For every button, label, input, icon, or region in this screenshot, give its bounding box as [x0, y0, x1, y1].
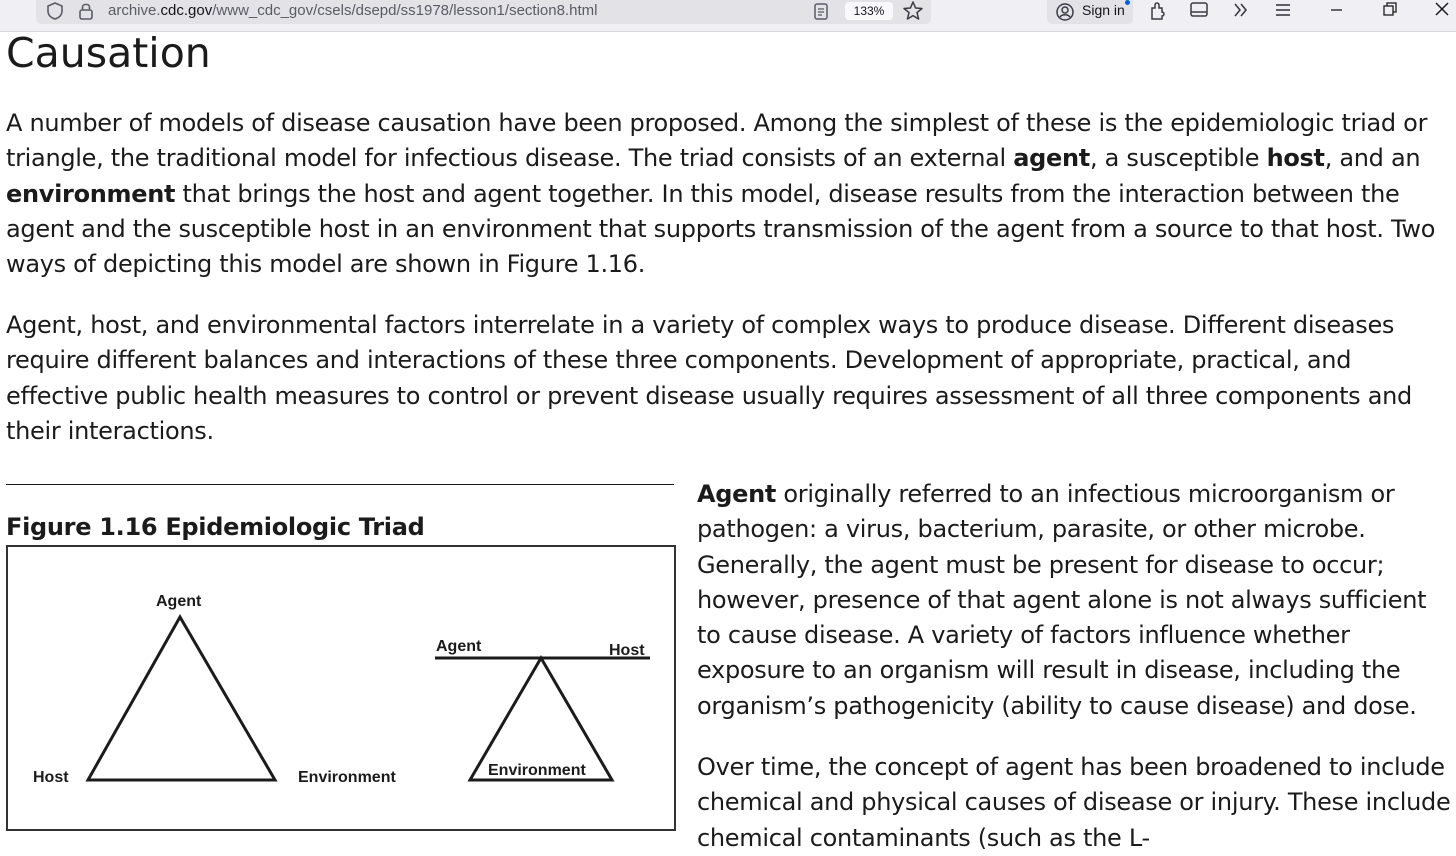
- address-bar[interactable]: [36, 0, 931, 24]
- browser-toolbar: [0, 0, 1456, 32]
- shield-icon[interactable]: [46, 1, 64, 25]
- triangle-shape: [88, 617, 275, 780]
- agent-definition-paragraph: Agent originally referred to an infectious microorganism or pathogen: a virus, bacterium, parasite, or other microbe. Generally, the agent must be present for disease to occur; however, presence of that agent alone is not always sufficient to cause disease. A variety of factors influence whether exposure to an organism will result in disease, including the organism’s pathogenicity (ability to cause disease) and dose.: [697, 480, 1427, 720]
- balance-host-label: Host: [609, 642, 645, 659]
- epidemiologic-triad-figure: [6, 545, 676, 831]
- bookmark-star-icon[interactable]: [902, 0, 924, 26]
- balance-agent-label: Agent: [436, 638, 482, 655]
- notification-dot: [1125, 0, 1130, 5]
- url-text[interactable]: archive.cdc.gov/www_cdc_gov/csels/dsepd/ss1978/lesson1/section8.html: [108, 2, 598, 19]
- triangle-agent-label: Agent: [156, 593, 202, 610]
- overflow-chevron-icon[interactable]: [1230, 0, 1252, 26]
- account-icon: [1055, 2, 1075, 25]
- agent-broadened-paragraph: Over time, the concept of agent has been broadened to include chemical and physical causes of disease or injury. These include chemical contaminants (such as the L-: [697, 753, 1451, 852]
- sidebar-icon[interactable]: [1188, 0, 1210, 26]
- restore-icon[interactable]: [1380, 0, 1402, 26]
- extensions-icon[interactable]: [1147, 0, 1169, 26]
- sign-in-label: Sign in: [1082, 2, 1125, 18]
- reader-view-icon[interactable]: [812, 1, 830, 25]
- intro-paragraph: A number of models of disease causation have been proposed. Among the simplest of these is the epidemiologic triad or triangle, the traditional model for infectious disease. The triad consists of an external agent, a susceptible host, and an environment that brings the host and agent together. In this model, disease results from the interaction between the agent and the susceptible host in an environment that supports transmission of the agent from a source to that host. Two ways of depicting this model are shown in Figure 1.16.: [6, 109, 1436, 279]
- sign-in-button[interactable]: [1047, 0, 1133, 24]
- triangle-host-label: Host: [33, 769, 69, 786]
- zoom-level[interactable]: 133%: [845, 2, 893, 20]
- triangle-environment-label: Environment: [298, 769, 396, 786]
- balance-environment-label: Environment: [488, 762, 586, 779]
- page-title: Causation: [6, 29, 211, 77]
- close-icon[interactable]: [1432, 0, 1454, 26]
- menu-hamburger-icon[interactable]: [1272, 0, 1294, 26]
- lock-icon[interactable]: [78, 1, 94, 25]
- figure-divider: [6, 484, 674, 485]
- minimize-icon[interactable]: [1326, 0, 1348, 26]
- factors-paragraph: Agent, host, and environmental factors interrelate in a variety of complex ways to produce disease. Different diseases require different balances and interactions of these three components. Development of appropriate, practical, and effective public health measures to control or prevent disease usually requires assessment of all three components and their interactions.: [6, 311, 1412, 445]
- figure-title: Figure 1.16 Epidemiologic Triad: [6, 513, 425, 541]
